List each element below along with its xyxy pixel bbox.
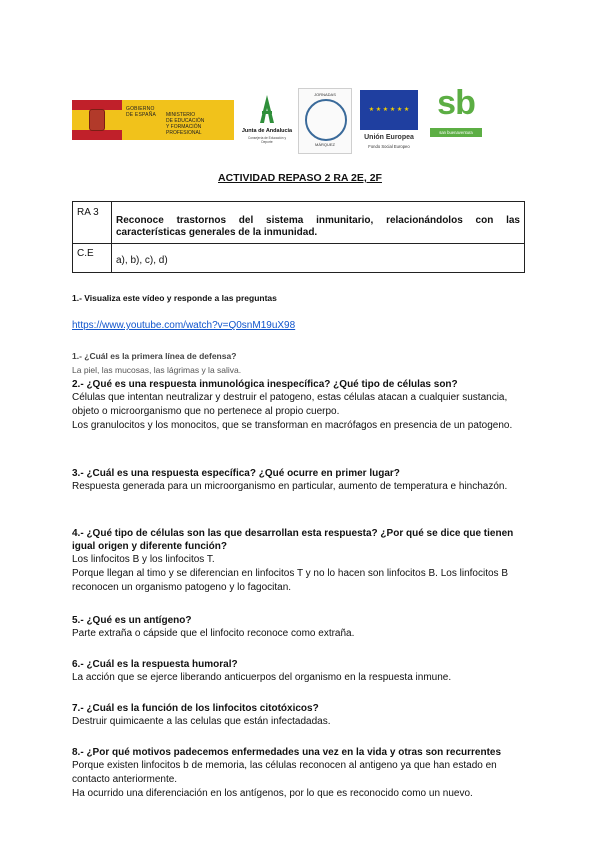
video-link[interactable]: https://www.youtube.com/watch?v=Q0snM19uX98 <box>72 320 296 331</box>
ce-code-cell: C.E <box>73 244 112 273</box>
jornadas-top-text: JORNADAS <box>314 92 336 97</box>
sb-sub: san buenaventura <box>430 128 482 137</box>
junta-glyph-icon <box>256 94 278 124</box>
logo-strip <box>72 86 488 156</box>
crest-icon <box>89 109 105 131</box>
ra-code-cell: RA 3 <box>73 202 112 244</box>
ministerio-logo <box>72 100 234 140</box>
question-block-8 <box>72 746 532 801</box>
page-title: ACTIVIDAD REPASO 2 RA 2E, 2F <box>218 172 382 184</box>
de-espana-label: DE ESPAÑA <box>126 112 157 118</box>
union-europea-logo <box>358 90 420 152</box>
sb-mark: sb <box>437 84 475 122</box>
question-1: 1.- ¿Cuál es la primera línea de defensa? <box>72 351 237 361</box>
jornadas-emblem-icon <box>305 99 347 141</box>
answer-6: La acción que se ejerce liberando anticuerpos del organismo en la respuesta inmune. <box>72 672 452 683</box>
answer-3: Respuesta generada para un microorganismo en particular, aumento de temperatura e hinchazón. <box>72 481 508 492</box>
sb-logo <box>428 84 484 152</box>
eu-sub: Fondo Social Europeo <box>368 144 410 149</box>
ra-description-cell: Reconoce trastornos del sistema inmunitario, relacionándolos con las características generales de la inmunidad. <box>112 202 525 244</box>
question-block-3 <box>72 467 532 494</box>
ra-table <box>72 201 525 273</box>
intro-instruction: 1.- Visualiza este vídeo y responde a las preguntas <box>72 293 277 303</box>
question-6: 6.- ¿Cuál es la respuesta humoral? <box>72 659 238 670</box>
gobierno-label: GOBIERNO <box>126 106 155 112</box>
question-block-2 <box>72 378 532 433</box>
question-5: 5.- ¿Qué es un antígeno? <box>72 615 192 626</box>
junta-sub: Consejería de Educación y Deporte <box>247 136 287 144</box>
answer-8a: Porque existen linfocitos b de memoria, las células reconocen al antigeno ya que han estado en contacto anteriormente. <box>72 760 497 785</box>
answer-7: Destruir quimicaente a las celulas que están infectadadas. <box>72 716 331 727</box>
table-row <box>73 202 525 244</box>
answer-4a: Los linfocitos B y los linfocitos T. <box>72 554 215 565</box>
question-block-7 <box>72 702 532 729</box>
spain-flag-icon <box>72 100 122 140</box>
question-2: 2.- ¿Qué es una respuesta inmunológica inespecífica? ¿Qué tipo de células son? <box>72 379 458 390</box>
question-3: 3.- ¿Cuál es una respuesta específica? ¿Qué ocurre en primer lugar? <box>72 468 400 479</box>
answer-8b: Ha ocurrido una diferenciación en los antígenos, por lo que es reconocido como un nuevo. <box>72 788 473 799</box>
answer-5: Parte extraña o cápside que el linfocito reconoce como extraña. <box>72 628 355 639</box>
question-7: 7.- ¿Cuál es la función de los linfocitos citotóxicos? <box>72 703 319 714</box>
question-block-6 <box>72 658 532 685</box>
formacion-label: Y FORMACIÓN PROFESIONAL <box>166 124 202 136</box>
ce-description-cell: a), b), c), d) <box>112 244 525 273</box>
answer-1: La piel, las mucosas, las lágrimas y la saliva. <box>72 365 242 375</box>
answer-2a: Células que intentan neutralizar y destruir el patogeno, estas células atacan a cualquier sustancia, objeto o microorganismo que no pertenece al propio cuerpo. <box>72 392 508 417</box>
jornadas-bottom-text: MÁRQUEZ <box>315 142 335 147</box>
eu-name: Unión Europea <box>364 134 414 141</box>
ministerio-label: MINISTERIO <box>166 112 196 118</box>
table-row <box>73 244 525 273</box>
answer-4b: Porque llegan al timo y se diferencian en linfocitos T y no lo hacen son linfocitos B. Los linfocitos B reconocen un organismo patogeno y lo fagocitan. <box>72 568 508 593</box>
junta-name: Junta de Andalucía <box>241 128 293 134</box>
educacion-label: DE EDUCACIÓN <box>166 118 205 124</box>
junta-andalucia-logo <box>240 94 294 152</box>
eu-stars-icon: ★ ★ ★ ★ ★ ★ <box>368 107 410 113</box>
question-8: 8.- ¿Por qué motivos padecemos enfermedades una vez en la vida y otras son recurrentes <box>72 747 502 758</box>
question-block-4 <box>72 527 532 595</box>
question-4: 4.- ¿Qué tipo de células son las que desarrollan esta respuesta? ¿Por qué se dice que tienen igual origen y diferente función? <box>72 528 514 552</box>
answer-2b: Los granulocitos y los monocitos, que se transforman en macrófagos en presencia de un patogeno. <box>72 420 513 431</box>
question-block-5 <box>72 614 532 641</box>
jornadas-logo <box>298 88 352 154</box>
